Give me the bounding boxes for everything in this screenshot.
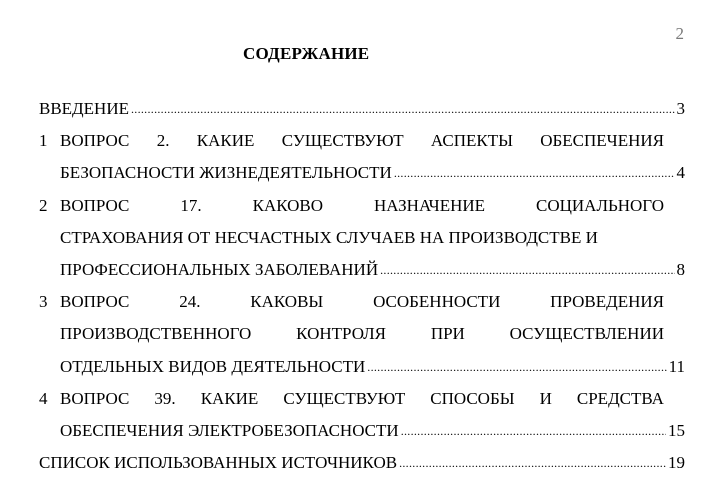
toc-entry-question-2[interactable] <box>39 195 685 227</box>
toc-entry-question-4-cont[interactable] <box>60 420 685 452</box>
dot-leader <box>401 420 666 442</box>
toc-entry-page: 15 <box>668 420 685 440</box>
word: ПРОИЗВОДСТВЕННОГО <box>60 324 252 344</box>
word: ВОПРОС <box>60 195 130 215</box>
dot-leader <box>380 259 674 281</box>
word: НАЗНАЧЕНИЕ <box>374 195 486 215</box>
word: ПРИ <box>430 324 465 344</box>
word: ПРОВЕДЕНИЯ <box>550 292 664 312</box>
word: ОБЕСПЕЧЕНИЯ <box>540 131 664 151</box>
word: КАКИЕ <box>196 131 255 151</box>
toc-entry-line <box>60 195 664 217</box>
toc-entry-question-3-cont-2[interactable] <box>60 356 685 388</box>
word: СПОСОБЫ <box>430 388 515 408</box>
toc-entry-line <box>60 323 664 345</box>
word: ОСУЩЕСТВЛЕНИИ <box>509 324 664 344</box>
word: ВОПРОС <box>60 292 130 312</box>
toc-entry-text: СПИСОК ИСПОЛЬЗОВАННЫХ ИСТОЧНИКОВ <box>39 453 398 473</box>
toc-entry-number: 2 <box>39 195 48 215</box>
word: 2. <box>156 131 170 151</box>
toc-entry-text: СТРАХОВАНИЯ ОТ НЕСЧАСТНЫХ СЛУЧАЕВ НА ПРОИЗВОДСТВЕ И <box>60 227 598 247</box>
toc-entry-question-4[interactable] <box>39 388 685 420</box>
page-number: 2 <box>675 24 684 43</box>
toc-entry-text: ОТДЕЛЬНЫХ ВИДОВ ДЕЯТЕЛЬНОСТИ <box>60 356 366 376</box>
toc-entry-question-3-cont[interactable] <box>39 323 685 355</box>
word: 17. <box>180 195 202 215</box>
dot-leader <box>399 452 666 474</box>
table-of-contents <box>39 98 685 484</box>
word: СУЩЕСТВУЮТ <box>283 388 406 408</box>
dot-leader <box>131 98 675 120</box>
word: КАКОВО <box>252 195 324 215</box>
toc-entry-page: 11 <box>668 356 685 376</box>
toc-entry-line <box>60 130 664 152</box>
word: АСПЕКТЫ <box>430 131 513 151</box>
toc-entry-question-2-cont[interactable] <box>60 227 685 259</box>
toc-entry-page: 8 <box>676 259 685 279</box>
word: СУЩЕСТВУЮТ <box>281 131 404 151</box>
toc-entry-references[interactable] <box>39 452 685 484</box>
word: СОЦИАЛЬНОГО <box>536 195 664 215</box>
word: ОСОБЕННОСТИ <box>373 292 501 312</box>
toc-entry-question-1-cont[interactable] <box>60 162 685 194</box>
toc-entry-question-1[interactable] <box>39 130 685 162</box>
word: И <box>539 388 552 408</box>
word: КАКОВЫ <box>250 292 324 312</box>
toc-entry-number: 3 <box>39 292 48 312</box>
word: ВОПРОС <box>60 131 130 151</box>
toc-entry-line <box>60 291 664 313</box>
word: ВОПРОС <box>60 388 130 408</box>
toc-entry-text: БЕЗОПАСНОСТИ ЖИЗНЕДЕЯТЕЛЬНОСТИ <box>60 163 392 183</box>
toc-entry-page: 3 <box>676 99 685 118</box>
toc-title: СОДЕРЖАНИЕ <box>243 44 370 63</box>
toc-entry-question-3[interactable] <box>39 291 685 323</box>
toc-entry-number: 4 <box>39 388 48 408</box>
toc-entry-text: ВВЕДЕНИЕ <box>39 99 129 118</box>
toc-entry-line <box>60 388 664 410</box>
dot-leader <box>394 162 675 184</box>
word: КОНТРОЛЯ <box>296 324 386 344</box>
word: 39. <box>154 388 176 408</box>
toc-entry-page: 19 <box>668 453 685 473</box>
toc-entry-number: 1 <box>39 131 48 151</box>
word: СРЕДСТВА <box>576 388 664 408</box>
toc-entry-question-2-cont-2[interactable] <box>60 259 685 291</box>
dot-leader <box>367 356 666 378</box>
toc-entry-page: 4 <box>676 163 685 183</box>
word: КАКИЕ <box>200 388 259 408</box>
word: 24. <box>179 292 201 312</box>
toc-entry-text: ПРОФЕССИОНАЛЬНЫХ ЗАБОЛЕВАНИЙ <box>60 259 379 279</box>
toc-entry-introduction[interactable] <box>39 98 685 130</box>
toc-entry-text: ОБЕСПЕЧЕНИЯ ЭЛЕКТРОБЕЗОПАСНОСТИ <box>60 420 399 440</box>
